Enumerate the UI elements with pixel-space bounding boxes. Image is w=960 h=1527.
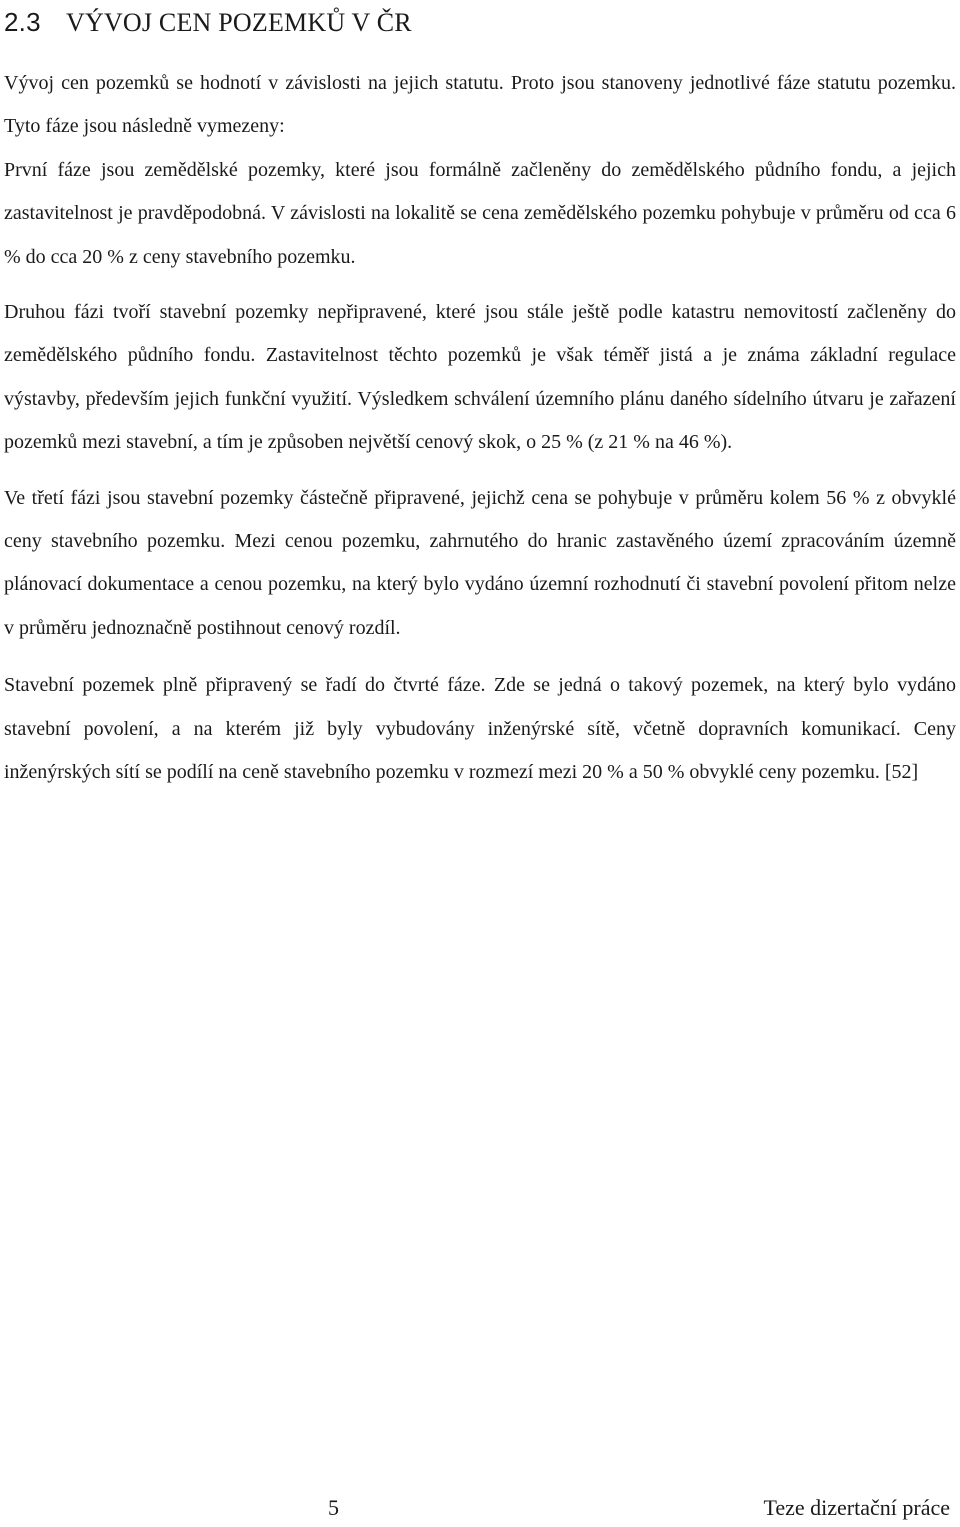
section-number: 2.3 [4, 7, 41, 37]
page-footer [0, 1490, 960, 1526]
paragraph-second-phase: Druhou fázi tvoří stavební pozemky nepřipravené, které jsou stále ještě podle katastru nemovitostí začleněny do zemědělského půdního fondu. Zastavitelnost těchto pozemků je však téměř jistá a je známa základní regulace výstavby, především jejich funkční využití. Výsledkem schválení územního plánu daného sídelního útvaru je zařazení pozemků mezi stavební, a tím je způsoben největší cenový skok, o 25 % (z 21 % na 46 %). [4, 301, 956, 454]
section-title: VÝVOJ CEN POZEMKŮ V ČR [66, 8, 412, 37]
paragraph-third-phase: Ve třetí fázi jsou stavební pozemky částečně připravené, jejichž cena se pohybuje v průměru kolem 56 % z obvyklé ceny stavebního pozemku. Mezi cenou pozemku, zahrnutého do hranic zastavěného území zpracováním územně plánovací dokumentace a cenou pozemku, na který bylo vydáno územní rozhodnutí či stavební povolení přitom nelze v průměru jednoznačně postihnout cenový rozdíl. [4, 486, 956, 639]
paragraph-intro: Vývoj cen pozemků se hodnotí v závislosti na jejich statutu. Proto jsou stanoveny jednotlivé fáze statutu pozemku. Tyto fáze jsou následně vymezeny: [4, 72, 956, 138]
paragraph-first-phase: První fáze jsou zemědělské pozemky, které jsou formálně začleněny do zemědělského půdního fondu, a jejich zastavitelnost je pravděpodobná. V závislosti na lokalitě se cena zemědělského pozemku pohybuje v průměru od cca 6 % do cca 20 % z ceny stavebního pozemku. [4, 158, 956, 268]
document-body [4, 62, 956, 795]
page-number: 5 [328, 1495, 339, 1520]
running-footer-title: Teze dizertační práce [763, 1495, 950, 1520]
paragraph-fourth-phase: Stavební pozemek plně připravený se řadí do čtvrté fáze. Zde se jedná o takový pozemek, na který bylo vydáno stavební povolení, a na kterém již byly vybudovány inženýrské sítě, včetně dopravních komunikací. Ceny inženýrských sítí se podílí na ceně stavebního pozemku v rozmezí mezi 20 % a 50 % obvyklé ceny pozemku. [52] [4, 674, 956, 784]
section-heading [4, 0, 412, 45]
